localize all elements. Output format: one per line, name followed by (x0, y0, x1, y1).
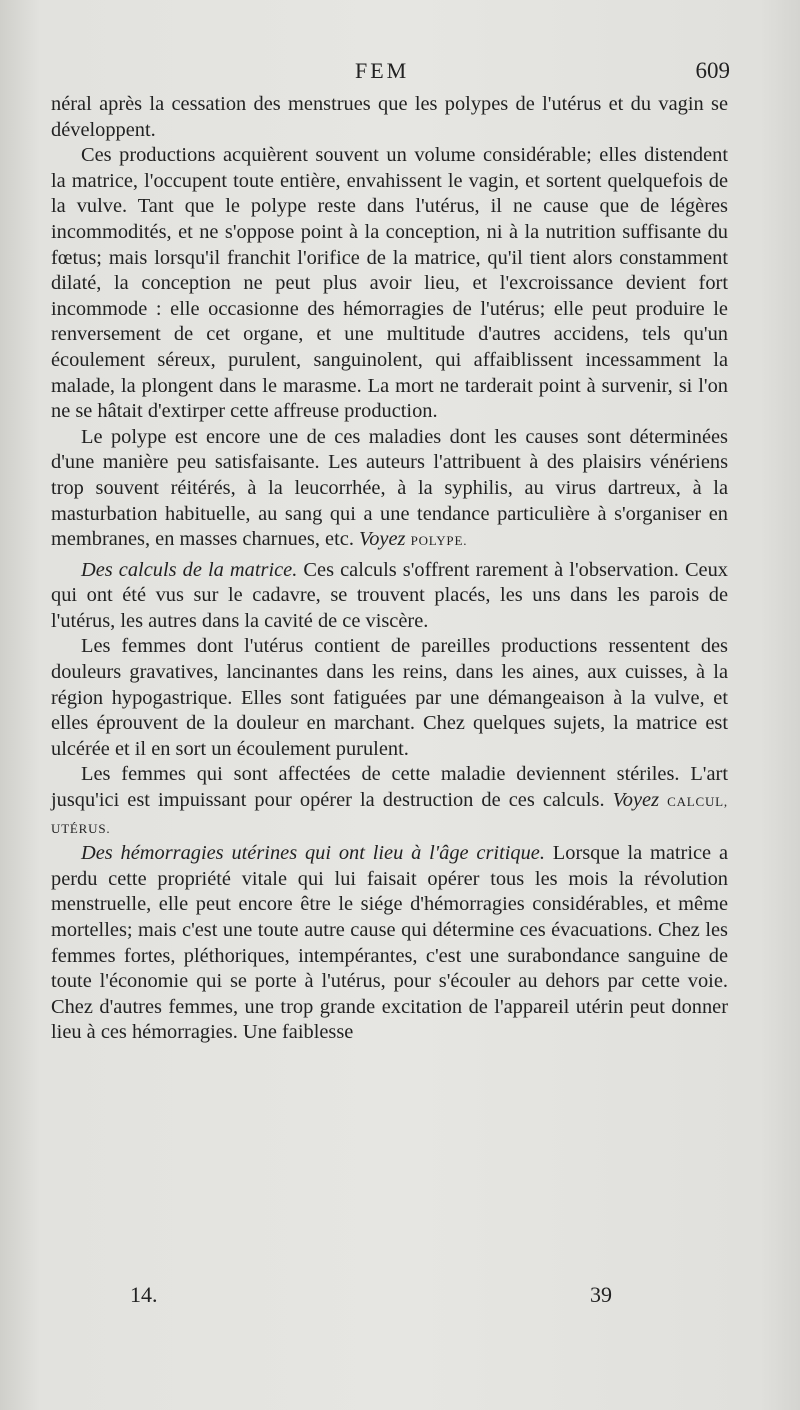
paragraph-continuation (51, 92, 728, 143)
paragraph-calculs-symptoms (51, 634, 728, 762)
page-number: 609 (695, 58, 730, 83)
paragraph-polyp-causes (51, 425, 728, 554)
paragraph-text: Les femmes qui sont affectées de cette maladie deviennent stériles. L'art jusqu'ici est impuissant pour opérer la destruction de ces calculs. (51, 763, 728, 812)
paragraph-text: Le polype est encore une de ces maladies dont les causes sont déterminées d'une manière peu satisfaisante. Les auteurs l'attribuent à des plaisirs vénériens trop souvent réitérés, à la leucorrhée, à la syphilis, au virus dartreux, à la masturbation habituelle, au sang qui a une tendance particulière à s'organiser en membranes, en masses charnues, etc. (51, 425, 728, 551)
gathering-number: 39 (590, 1282, 612, 1307)
section-heading: Des calculs de la matrice. (81, 558, 298, 581)
paragraph-calculs-sterility (51, 762, 728, 841)
paragraph-hemorrhages (51, 841, 728, 1046)
signature-mark: 14. (130, 1282, 158, 1307)
cross-reference: POLYPE. (410, 533, 468, 549)
page-footer (50, 1282, 730, 1322)
section-heading: Des hémorragies utérines qui ont lieu à l'âge critique. (81, 842, 545, 865)
cross-reference: CALCUL, UTÉRUS. (51, 794, 728, 836)
paragraph-text: Les femmes dont l'utérus contient de pareilles productions ressentent des douleurs gravatives, lancinantes dans les reins, dans les aines, aux cuisses, à la région hypogastrique. Elles sont fatiguées par une démangeaison à la vulve, et elles éprouvent de la douleur en marchant. Chez quelques sujets, la matrice est ulcérée et il en sort un écoulement purulent. (51, 635, 728, 760)
voyez-label: Voyez (612, 789, 660, 812)
paragraph-calculs (51, 558, 728, 635)
paragraph-polyp-growth (51, 143, 728, 425)
paragraph-text: Ces calculs s'offrent rarement à l'observation. Ceux qui ont été vus sur le cadavre, se trouvent placés, les uns dans les parois de l'utérus, les autres dans la cavité de ce viscère. (51, 558, 728, 632)
paragraph-text: Lorsque la matrice a perdu cette propriété vitale qui lui faisait opérer tous les mois la révolution menstruelle, elle peut encore être le siége d'hémorragies considérables, et même mortelles; mais c'est une toute autre cause qui détermine ces évacuations. Chez les femmes fortes, pléthoriques, intempérantes, c'est une surabondance sanguine de toute l'économie qui se porte à l'utérus, pour s'écouler au dehors par cette voie. Chez d'autres femmes, une trop grande excitation de l'appareil utérin peut donner lieu à ces hémorragies. Une faiblesse (51, 842, 728, 1044)
body-text (51, 92, 728, 1046)
paragraph-text: néral après la cessation des menstrues que les polypes de l'utérus et du vagin se développent. (51, 93, 728, 141)
running-head: FEM (355, 58, 410, 83)
voyez-label: Voyez (359, 528, 406, 551)
paragraph-text: Ces productions acquièrent souvent un volume considérable; elles distendent la matrice, l'occupent toute entière, envahissent le vagin, et sortent quelquefois de la vulve. Tant que le polype reste dans l'utérus, il ne cause que de légères incommodités, et ne s'oppose point à la conception, ni à la nutrition suffisante du fœtus; mais lorsqu'il franchit l'orifice de la matrice, qu'il tient alors constamment dilaté, la conception ne peut plus avoir lieu, et l'excroissance devient fort incommode : elle occasionne des hémorragies de l'utérus; elle peut produire le renversement de cet organe, et une multitude d'autres accidens, tels qu'un écoulement séreux, purulent, sanguinolent, qui affaiblissent incessamment la malade, la plongent dans le marasme. La mort ne tarderait point à survenir, si l'on ne se hâtait d'extirper cette affreuse production. (51, 144, 728, 423)
page-header (50, 58, 730, 94)
